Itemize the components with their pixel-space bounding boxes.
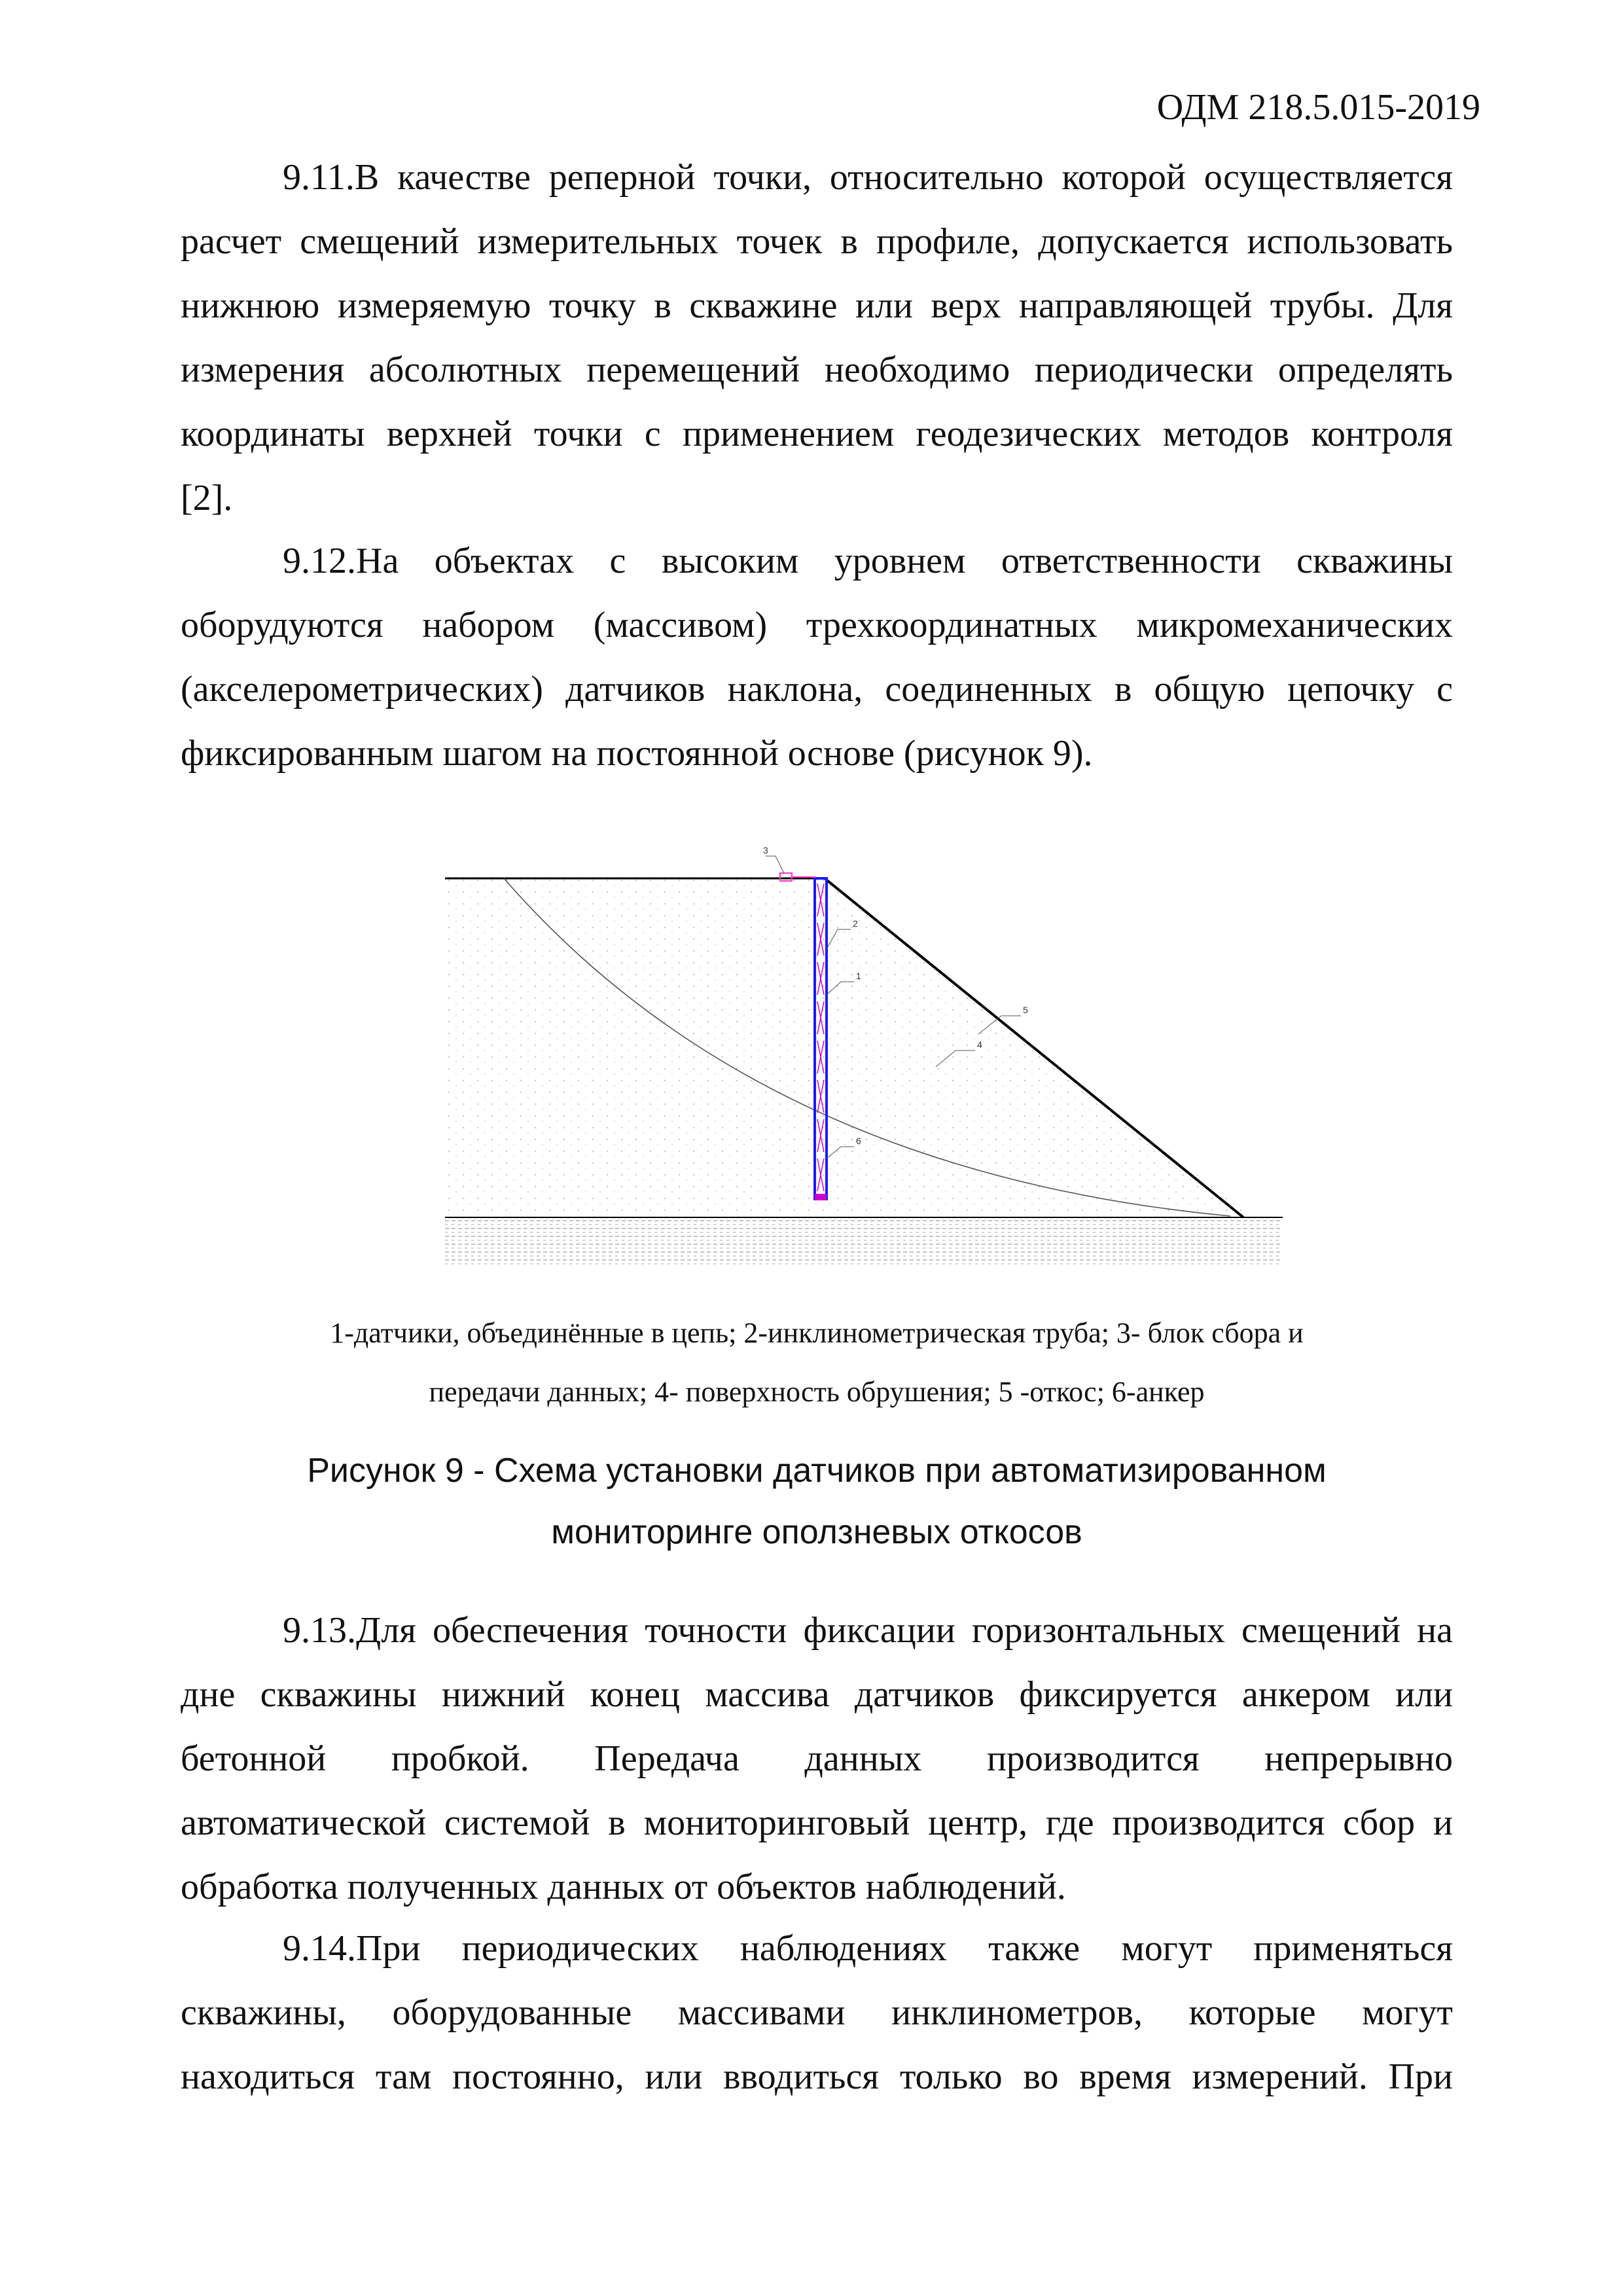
paragraph-line: фиксированным шагом на постоянной основе (рисунок 9). <box>181 733 1093 774</box>
soil-mass <box>445 878 1243 1211</box>
paragraph-line: 9.14.При периодических наблюдениях также могут применяться <box>283 1928 1453 1969</box>
base-strata <box>445 1219 1283 1265</box>
paragraph-line: [2]. <box>181 478 233 518</box>
paragraph-9-13 <box>181 1598 1453 1919</box>
label-5: 5 <box>1023 1005 1028 1015</box>
paragraph-line: координаты верхней точки с применением геодезических методов контроля <box>181 414 1453 454</box>
figure-title-line: Рисунок 9 - Схема установки датчиков при автоматизированном <box>307 1452 1327 1490</box>
legend-line: 1-датчики, объединённые в цепь; 2-инклинометрическая труба; 3- блок сбора и <box>330 1317 1304 1349</box>
figure-legend <box>181 1304 1453 1422</box>
figure-title <box>181 1440 1453 1563</box>
label-2: 2 <box>853 918 858 929</box>
paragraph-line: бетонной пробкой. Передача данных производится непрерывно <box>181 1738 1453 1779</box>
label-6: 6 <box>856 1136 861 1146</box>
paragraph-9-12 <box>181 529 1453 785</box>
label-3: 3 <box>763 845 768 855</box>
paragraph-9-14 <box>181 1916 1453 2109</box>
paragraph-9-11 <box>181 145 1453 530</box>
document-code: ОДМ 218.5.015-2019 <box>1156 87 1480 128</box>
paragraph-line: обработка полученных данных от объектов наблюдений. <box>181 1867 1066 1907</box>
label-1: 1 <box>856 971 861 981</box>
paragraph-line: автоматической системой в мониторинговый центр, где производится сбор и <box>181 1803 1453 1843</box>
paragraph-line: расчет смещений измерительных точек в профиле, допускается использовать <box>181 221 1453 262</box>
paragraph-line: нижнюю измеряемую точку в скважине или верх направляющей трубы. Для <box>181 285 1453 326</box>
paragraph-line: находиться там постоянно, или вводиться только во время измерений. При <box>181 2056 1453 2097</box>
paragraph-line: (акселерометрических) датчиков наклона, соединенных в общую цепочку с <box>181 669 1453 709</box>
paragraph-line: оборудуются набором (массивом) трехкоординатных микромеханических <box>181 605 1453 645</box>
paragraph-line: измерения абсолютных перемещений необходимо периодически определять <box>181 350 1453 390</box>
paragraph-line: 9.12.На объектах с высоким уровнем ответственности скважины <box>283 541 1453 581</box>
paragraph-line: скважины, оборудованные массивами инклинометров, которые могут <box>181 1992 1453 2033</box>
anchor <box>815 1194 827 1200</box>
paragraph-line: 9.13.Для обеспечения точности фиксации горизонтальных смещений на <box>283 1610 1453 1651</box>
slope-monitoring-diagram <box>432 818 1296 1276</box>
paragraph-line: 9.11.В качестве реперной точки, относительно которой осуществляется <box>283 157 1453 198</box>
label-4: 4 <box>977 1039 982 1050</box>
paragraph-line: дне скважины нижний конец массива датчиков фиксируется анкером или <box>181 1674 1453 1715</box>
figure-title-line: мониторинге оползневых откосов <box>551 1513 1082 1551</box>
legend-line: передачи данных; 4- поверхность обрушения; 5 -откос; 6-анкер <box>429 1376 1205 1408</box>
